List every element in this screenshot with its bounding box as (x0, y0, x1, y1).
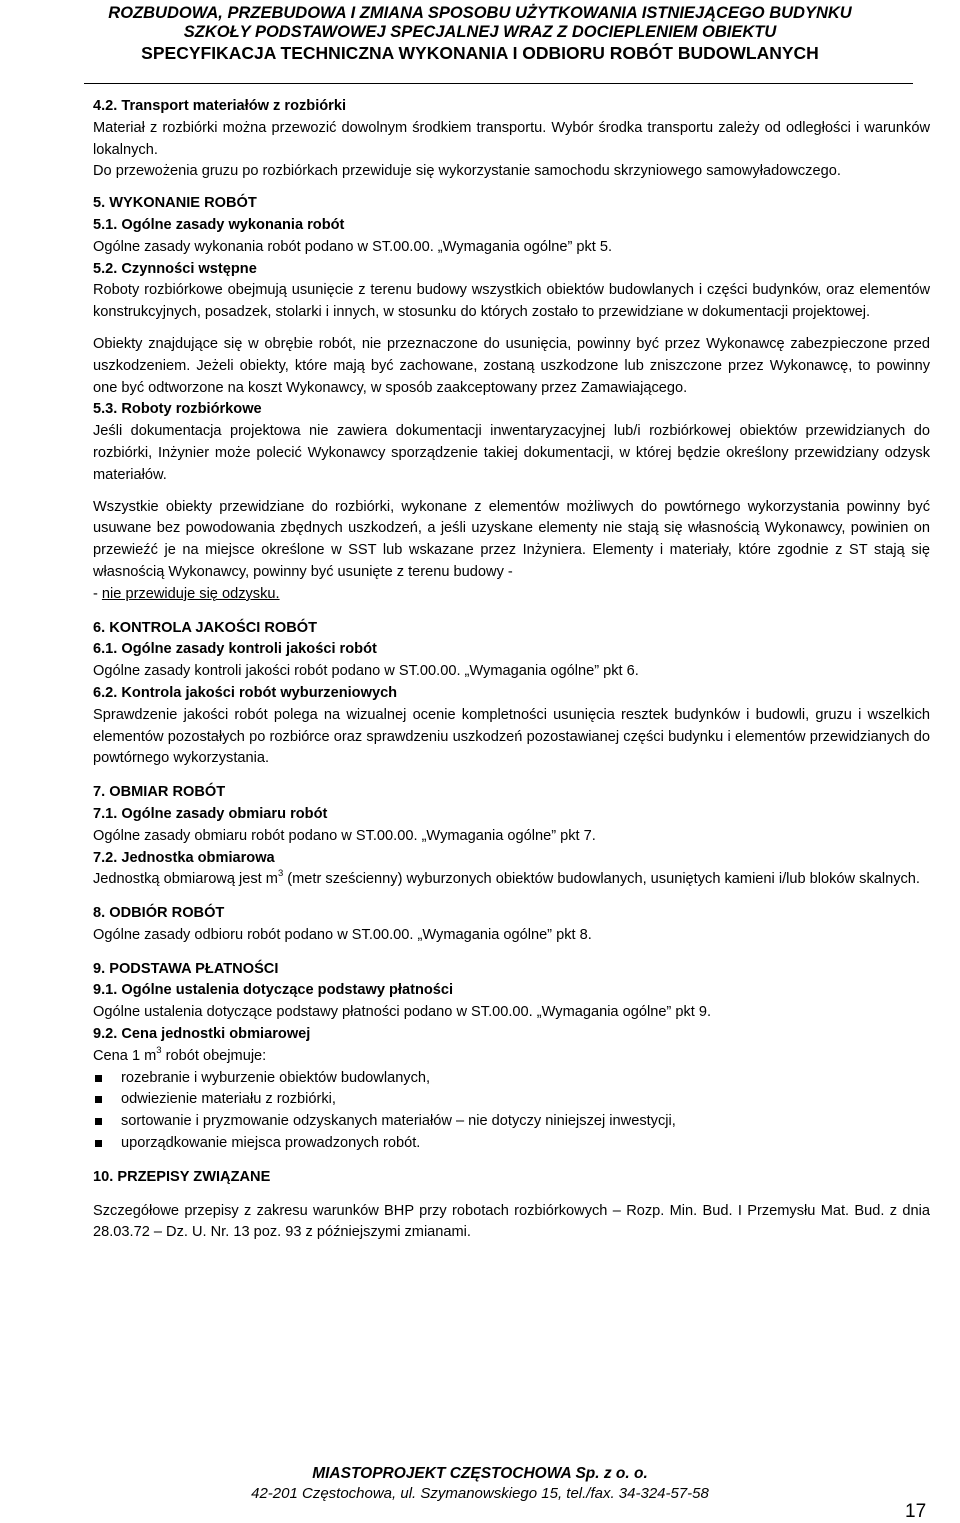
section-5-2-heading: 5.2. Czynności wstępne (93, 260, 257, 277)
price-superscript: 3 (156, 1044, 162, 1056)
spacer (93, 487, 930, 497)
section-4-2-paragraph-1: Materiał z rozbiórki można przewozić dowolnym środkiem transportu. Wybór środka transportu zależy od odległości i warunków lokalnych. (93, 119, 930, 158)
spacer (93, 1189, 930, 1201)
page-number: 17 (905, 1501, 927, 1522)
section-8-heading: 8. ODBIÓR ROBÓT (93, 905, 225, 922)
unit-text-a: Jednostką obmiarową jest m (93, 871, 278, 888)
footer-company: MIASTOPROJEKT CZĘSTOCHOWA Sp. z o. o. (312, 1465, 648, 1482)
document-body (93, 96, 930, 1244)
section-5-2-paragraph-2: Obiekty znajdujące się w obrębie robót, nie przeznaczone do usunięcia, powinny być przez Wykonawcę zabezpieczone przed uszkodzeniem. Jeżeli obiekty, które mają być zachowane, zostaną uszkodzone lub zniszczone przez Wykonawcę, to powinny one być odtworzone na koszt Wykonawcy, w sposób zaakceptowany przez Zamawiającego. (93, 335, 930, 396)
spacer (93, 891, 930, 903)
dash-prefix: - (93, 585, 102, 602)
section-9-heading: 9. PODSTAWA PŁATNOŚCI (93, 960, 279, 977)
list-item: odwiezienie materiału z rozbiórki, (93, 1089, 930, 1111)
section-9-2-text (93, 1046, 930, 1068)
spacer (93, 324, 930, 334)
header-document-type: SPECYFIKACJA TECHNICZNA WYKONANIA I ODBIORU ROBÓT BUDOWLANYCH (141, 43, 819, 63)
list-item: sortowanie i pryzmowanie odzyskanych materiałów – nie dotyczy niniejszej inwestycji, (93, 1111, 930, 1133)
price-text-b: robót obejmuje: (161, 1047, 267, 1064)
section-6-2-text: Sprawdzenie jakości robót polega na wizualnej ocenie kompletności usunięcia resztek budynków i budowli, gruzu i wszelkich elementów pozostałych po rozbiórce oraz sprawdzeniu uszkodzeń pozostawianej części budynku i elementów przewidzianych do powtórnego wykorzystania. (93, 706, 930, 767)
section-5-3-heading: 5.3. Roboty rozbiórkowe (93, 401, 262, 418)
list-item: rozebranie i wyburzenie obiektów budowlanych, (93, 1068, 930, 1090)
section-5-1-text: Ogólne zasady wykonania robót podano w ST.00.00. „Wymagania ogólne” pkt 5. (93, 238, 613, 255)
footer-address: 42-201 Częstochowa, ul. Szymanowskiego 15, tel./fax. 34-324-57-58 (251, 1485, 709, 1502)
spacer (93, 947, 930, 959)
section-6-1-text: Ogólne zasady kontroli jakości robót podano w ST.00.00. „Wymagania ogólne” pkt 6. (93, 663, 639, 680)
section-9-1-heading: 9.1. Ogólne ustalenia dotyczące podstawy płatności (93, 982, 454, 999)
section-6-2-heading: 6.2. Kontrola jakości robót wyburzeniowych (93, 684, 398, 701)
spacer (93, 183, 930, 193)
section-5-1-heading: 5.1. Ogólne zasady wykonania robót (93, 216, 345, 233)
spacer (93, 770, 930, 782)
section-5-2-paragraph-1: Roboty rozbiórkowe obejmują usunięcie z terenu budowy wszystkich obiektów budowlanych i części budynków, oraz elementów konstrukcyjnych, posadzek, stolarki i innych, w stosunku do których zostało to przewidziane w dokumentacji projektowej. (93, 282, 930, 321)
section-6-1-heading: 6.1. Ogólne zasady kontroli jakości robót (93, 641, 377, 658)
section-7-heading: 7. OBMIAR ROBÓT (93, 784, 226, 801)
section-10-text: Szczegółowe przepisy z zakresu warunków BHP przy robotach rozbiórkowych – Rozp. Min. Bud. I Przemysłu Mat. Bud. z dnia 28.03.72 – Dz. U. Nr. 13 poz. 93 z późniejszymi zmianami. (93, 1202, 930, 1241)
section-4-2-paragraph-2: Do przewożenia gruzu po rozbiórkach przewiduje się wykorzystanie samochodu skrzyniowego samowyładowczego. (93, 163, 841, 180)
price-scope-list (93, 1068, 930, 1155)
section-9-2-heading: 9.2. Cena jednostki obmiarowej (93, 1026, 311, 1043)
header-divider (84, 83, 913, 84)
section-5-3-paragraph-3 (93, 584, 930, 606)
header-title-line-1: ROZBUDOWA, PRZEBUDOWA I ZMIANA SPOSOBU UŻYTKOWANIA ISTNIEJĄCEGO BUDYNKU (108, 4, 852, 22)
spacer (93, 1155, 930, 1167)
section-7-1-heading: 7.1. Ogólne zasady obmiaru robót (93, 805, 328, 822)
list-item: uporządkowanie miejsca prowadzonych robót. (93, 1133, 930, 1155)
price-text-a: Cena 1 m (93, 1047, 157, 1064)
section-7-2-text (93, 869, 930, 891)
section-7-1-text: Ogólne zasady obmiaru robót podano w ST.00.00. „Wymagania ogólne” pkt 7. (93, 827, 596, 844)
section-7-2-heading: 7.2. Jednostka obmiarowa (93, 849, 275, 866)
section-5-heading: 5. WYKONANIE ROBÓT (93, 195, 257, 212)
section-5-3-paragraph-1: Jeśli dokumentacja projektowa nie zawiera dokumentacji inwentaryzacyjnej lub/i rozbiórkowej obiektów przewidzianych do rozbiórki, Inżynier może polecić Wykonawcy sporządzenie takiej dokumentacji, w której będzie określony przewidziany odzysk materiałów. (93, 423, 930, 483)
section-10-heading: 10. PRZEPISY ZWIĄZANE (93, 1168, 271, 1185)
spacer (93, 606, 930, 618)
section-9-1-text: Ogólne ustalenia dotyczące podstawy płatności podano w ST.00.00. „Wymagania ogólne” pkt 9. (93, 1004, 712, 1021)
unit-superscript: 3 (277, 868, 284, 880)
section-5-3-paragraph-2: Wszystkie obiekty przewidziane do rozbiórki, wykonane z elementów możliwych do powtórnego wykorzystania powinny być usuwane bez powodowania zbędnych uszkodzeń, a jeśli uzyskane elementy nie stają się własnością Wykonawcy, powinien on przewieźć je na miejsce określone w SST lub wskazane przez Inżyniera. Elementy i materiały, które zgodnie z ST stają się własnością Wykonawcy, powinny być usunięte z terenu budowy - (93, 498, 930, 580)
no-recovery-note: nie przewiduje się odzysku. (101, 585, 280, 602)
section-6-heading: 6. KONTROLA JAKOŚCI ROBÓT (93, 619, 318, 636)
section-8-text: Ogólne zasady odbioru robót podano w ST.00.00. „Wymagania ogólne” pkt 8. (93, 926, 592, 943)
section-4-2-heading: 4.2. Transport materiałów z rozbiórki (93, 98, 347, 114)
unit-text-b: (metr sześcienny) wyburzonych obiektów budowlanych, usuniętych kamieni i/lub bloków skalnych. (283, 871, 920, 888)
header-title-line-2: SZKOŁY PODSTAWOWEJ SPECJALNEJ WRAZ Z DOCIEPLENIEM OBIEKTU (183, 23, 777, 41)
